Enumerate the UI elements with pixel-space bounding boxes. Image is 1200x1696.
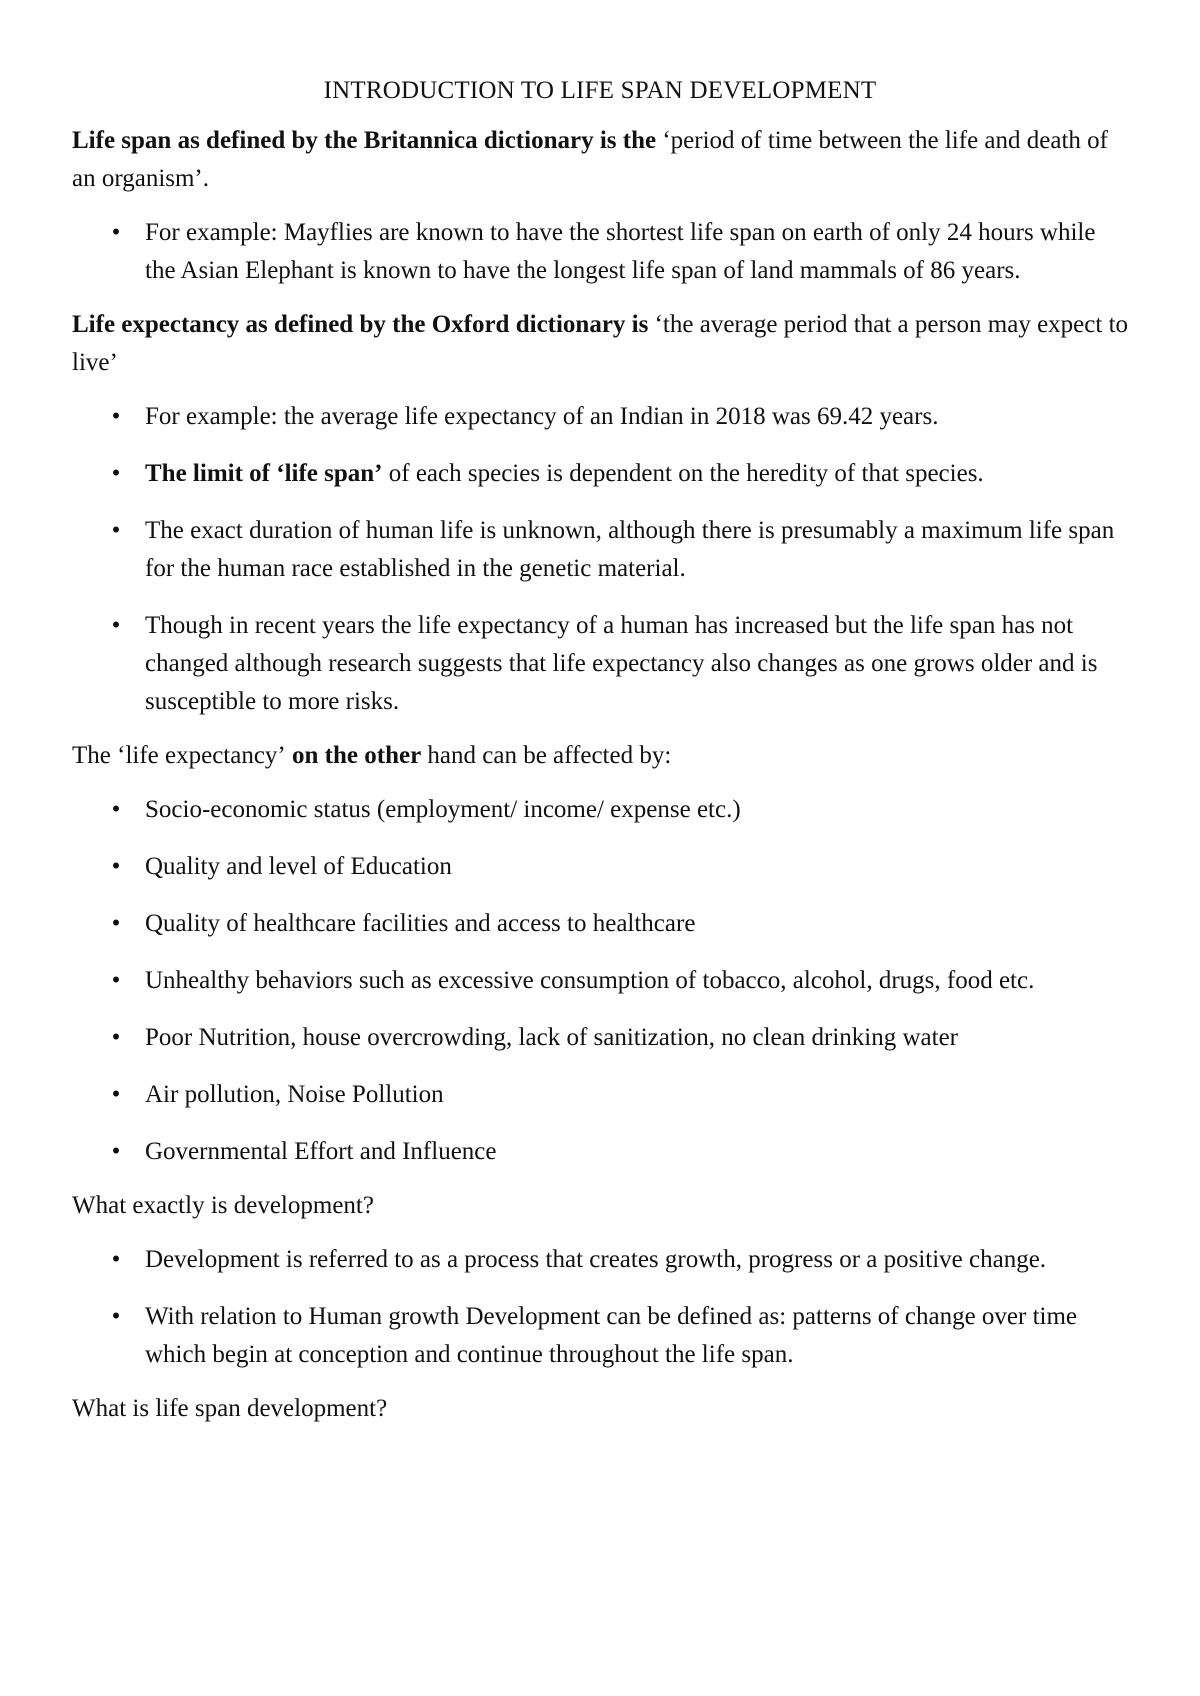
list-item — [72, 1019, 1128, 1057]
document-title: INTRODUCTION TO LIFE SPAN DEVELOPMENT — [323, 77, 877, 104]
life-expectancy-bullets — [72, 398, 1128, 721]
bullet-text: Air pollution, Noise Pollution — [145, 1081, 444, 1108]
life-span-bullets — [72, 214, 1128, 290]
list-item — [72, 398, 1128, 436]
life-expectancy-definition-text: ‘the average period that a person may expect to live’ — [72, 311, 1129, 376]
life-span-development-question: What is life span development? — [72, 1395, 388, 1422]
bullet-icon: • — [111, 796, 121, 823]
affected-by-intro-part2: on the other — [285, 742, 422, 769]
list-item — [72, 455, 1128, 493]
affected-by-bullets — [72, 791, 1128, 1171]
list-item — [72, 791, 1128, 829]
bullet-text: For example: Mayflies are known to have the shortest life span on earth of only 24 hours while the Asian Elephant is known to have the longest life span of land mammals of 86 years. — [145, 219, 1096, 284]
bullet-icon: • — [111, 1024, 121, 1051]
list-item — [72, 962, 1128, 1000]
affected-by-intro — [72, 737, 1128, 775]
bullet-text: Quality of healthcare facilities and access to healthcare — [145, 910, 696, 937]
list-item — [72, 848, 1128, 886]
bullet-text: Governmental Effort and Influence — [145, 1138, 497, 1165]
bullet-text: The exact duration of human life is unknown, although there is presumably a maximum life span for the human race established in the genetic material. — [145, 517, 1115, 582]
bullet-icon: • — [111, 612, 121, 639]
bullet-text: Development is referred to as a process that creates growth, progress or a positive change. — [145, 1246, 1047, 1273]
life-expectancy-definition — [72, 306, 1128, 382]
bullet-icon: • — [111, 403, 121, 430]
bullet-text-lead: The limit of ‘life span’ — [145, 460, 383, 487]
list-item — [72, 1076, 1128, 1114]
bullet-icon: • — [111, 910, 121, 937]
bullet-text: of each species is dependent on the heredity of that species. — [382, 460, 984, 487]
bullet-text: With relation to Human growth Development can be defined as: patterns of change over time which begin at conception and continue throughout the life span. — [145, 1303, 1078, 1368]
life-span-definition — [72, 122, 1128, 198]
list-item — [72, 1241, 1128, 1279]
life-span-definition-text: ‘period of time between the life and death of an organism’. — [72, 127, 1108, 192]
affected-by-intro-part1: The ‘life expectancy’ — [72, 742, 286, 769]
bullet-icon: • — [111, 967, 121, 994]
bullet-text: Unhealthy behaviors such as excessive consumption of tobacco, alcohol, drugs, food etc. — [145, 967, 1035, 994]
bullet-icon: • — [111, 517, 121, 544]
affected-by-intro-part3: hand can be affected by: — [421, 742, 672, 769]
bullet-icon: • — [111, 1081, 121, 1108]
list-item — [72, 214, 1128, 290]
bullet-icon: • — [111, 853, 121, 880]
bullet-icon: • — [111, 460, 121, 487]
bullet-icon: • — [111, 219, 121, 246]
development-question: What exactly is development? — [72, 1192, 374, 1219]
development-bullets — [72, 1241, 1128, 1374]
list-item — [72, 1298, 1128, 1374]
bullet-text: Poor Nutrition, house overcrowding, lack of sanitization, no clean drinking water — [145, 1024, 958, 1051]
bullet-text: Socio-economic status (employment/ income/ expense etc.) — [145, 796, 741, 823]
bullet-icon: • — [111, 1246, 121, 1273]
list-item — [72, 607, 1128, 721]
list-item — [72, 1133, 1128, 1171]
list-item — [72, 905, 1128, 943]
list-item — [72, 512, 1128, 588]
life-expectancy-definition-lead: Life expectancy as defined by the Oxford dictionary is — [72, 311, 649, 338]
life-span-definition-lead: Life span as defined by the Britannica dictionary is the — [72, 127, 657, 154]
bullet-icon: • — [111, 1138, 121, 1165]
bullet-text: For example: the average life expectancy of an Indian in 2018 was 69.42 years. — [145, 403, 939, 430]
bullet-text: Though in recent years the life expectancy of a human has increased but the life span has not changed although research suggests that life expectancy also changes as one grows older and is susceptible to more risks. — [145, 612, 1098, 715]
bullet-icon: • — [111, 1303, 121, 1330]
bullet-text: Quality and level of Education — [145, 853, 452, 880]
